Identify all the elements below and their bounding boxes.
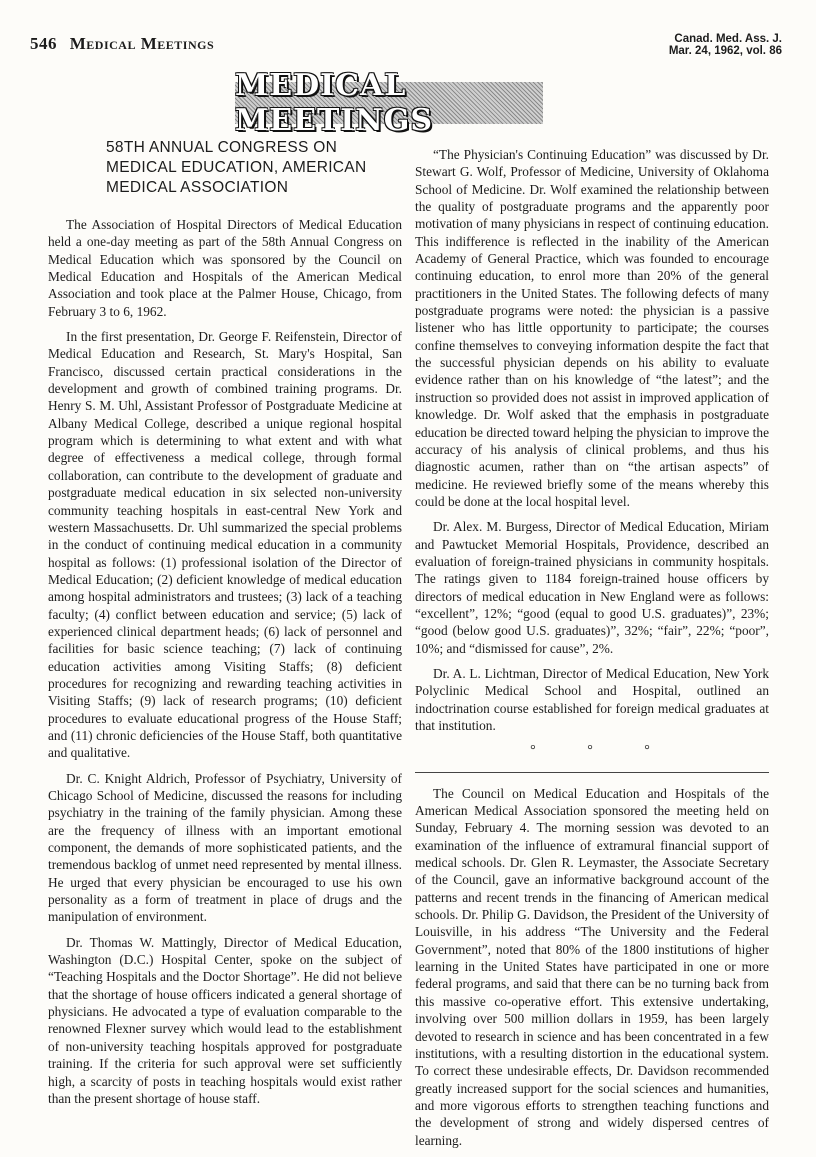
paragraph: The Council on Medical Education and Hospitals of the American Medical Association sponsored the meeting held on Sunday, February 4. The morning session was devoted to an examination of the influence of extramural financial support of medical schools. Dr. Glen R. Leymaster, the Associate Secretary of the Council, gave an informative background account of the patterns and recent trends in the financing of American medical schools. Dr. Philip G. Davidson, the President of the University of Louisville, in his address “The University and the Federal Government”, noted that 80% of the 1800 institutions of higher learning in the United States have participated in one or more federal programs, and said that there can be no turning back from this massive co-operative effort. This extensive undertaking, involving over 500 million dollars in 1959, has been largely devoted to research in science and has been concentrated in a few institutions, with a resulting distortion in the educational system. To correct these undesirable effects, Dr. Davidson recommended greatly increased support for the social sciences and humanities, and more vigorous efforts to strengthen teaching functions and the development of strong and widely dispersed centres of learning. xyxy=(415,785,769,1148)
page-number: 546 xyxy=(30,34,57,53)
issue-date: Mar. 24, 1962, vol. 86 xyxy=(668,45,782,57)
paragraph: Dr. Thomas W. Mattingly, Director of Medical Education, Washington (D.C.) Hospital Center, spoke on the subject of “Teaching Hospitals and the Doctor Shortage”. He did not believe that the shortage of house officers indicated a general shortage of physicians. He advocated a type of evaluation comparable to the renowned Flexner survey which would lead to the establishment of non-university teaching hospitals approved for postgraduate training. If the criteria for such approval were set sufficiently high, a scarcity of posts in teaching hospitals would exist rather than the present shortage of house staff. xyxy=(48,934,402,1106)
banner-text: MEDICAL MEETINGS xyxy=(235,68,434,138)
paragraph: The Association of Hospital Directors of Medical Education held a one-day meeting as part of the 58th Annual Congress on Medical Education which was sponsored by the Council on Medical Education and Hospitals of the American Medical Association and took place at the Palmer House, Chicago, from February 3 to 6, 1962. xyxy=(48,217,402,319)
journal-name: Canad. Med. Ass. J. xyxy=(674,33,782,45)
divider-rule xyxy=(415,772,769,773)
section-separator: ° ° ° xyxy=(530,743,674,759)
right-column xyxy=(415,0,769,1157)
article-title: 58TH ANNUAL CONGRESS ON MEDICAL EDUCATION, AMERICAN MEDICAL ASSOCIATION xyxy=(106,139,367,196)
paragraph: Dr. A. L. Lichtman, Director of Medical Education, New York Polyclinic Medical School and Hospital, outlined an indoctrination course established for foreign medical graduates at that institution. xyxy=(415,665,769,733)
paragraph: Dr. Alex. M. Burgess, Director of Medical Education, Miriam and Pawtucket Memorial Hospitals, Providence, described an evaluation of foreign-trained physicians in community hospitals. The ratings given to 1184 foreign-trained house officers by directors of medical education in New England were as follows: “excellent”, 12%; “good (equal to good U.S. graduates)”, 23%; “good (below good U.S. graduates)”, 32%; “fair”, 22%; “poor”, 10%; and “dismissed for cause”, 2%. xyxy=(415,519,769,656)
paragraph: “The Physician's Continuing Education” was discussed by Dr. Stewart G. Wolf, Professor of Medicine, University of Oklahoma School of Medicine. Dr. Wolf examined the relationship between the quality of postgraduate programs and the apparently poor motivation of many physicians in respect of continuing education. This indifference is reflected in the inability of the American Academy of General Practice, which was founded to encourage continuing education, to enrol more than 20% of the general practitioners in the United States. The following defects of many postgraduate programs were noted: the physician is a passive listener who has little opportunity to participate; the courses confine themselves to conveying information despite the fact that the successful physician depends on his ability to evaluate evidence rather than on his knowledge of “the latest”; and the instruction so provided does not assist in improved application of knowledge. Dr. Wolf asked that the emphasis in postgraduate education be directed toward helping the physician to improve the accuracy of his analysis of clinical problems, and thus his diagnostic acumen, rather than on “the artisan aspects” of medicine. He reviewed briefly some of the means whereby this could be done at the local hospital level. xyxy=(415,147,769,509)
section-title: Medical Meetings xyxy=(69,34,215,53)
left-column xyxy=(48,0,402,1115)
paragraph: Dr. C. Knight Aldrich, Professor of Psychiatry, University of Chicago School of Medicine, discussed the reasons for including psychiatry in the training of the family physician. Among these are the frequency of illness with an important emotional component, the demands of more sophisticated patients, and the tremendous backlog of unmet need represented by mental illness. He urged that every physician be encouraged to use his own personality as a form of treatment in place of drugs and the manipulation of environment. xyxy=(48,770,402,925)
paragraph: In the first presentation, Dr. George F. Reifenstein, Director of Medical Education and Research, St. Mary's Hospital, San Francisco, discussed certain practical considerations in the development and growth of combined training programs. Dr. Henry S. M. Uhl, Assistant Professor of Postgraduate Medicine at Albany Medical College, described a unique regional hospital program which is determining to what extent and with what degree of effectiveness a medical college, through formal collaboration, can contribute to the development of graduate and postgraduate medical education in six selected non-university community teaching hospitals in east-central New York and western Massachusetts. Dr. Uhl summarized the special problems in the conduct of continuing medical education in a community hospital as follows: (1) professional isolation of the Director of Medical Education; (2) deficient knowledge of medical education among hospital administrators and trustees; (3) lack of a teaching faculty; (4) conflict between education and service; (5) lack of experienced clinical department heads; (6) lack of personnel and facilities for basic science teaching; (7) lack of continuing education activities among Visiting Staffs; (8) deficient procedures for recognizing and rewarding teaching activities in Visiting Staffs; (9) lack of research programs; (10) deficient procedures to evaluate educational progress of the House Staff; and (11) chronic deficiencies of the House Staff, both quantitative and qualitative. xyxy=(48,329,402,761)
